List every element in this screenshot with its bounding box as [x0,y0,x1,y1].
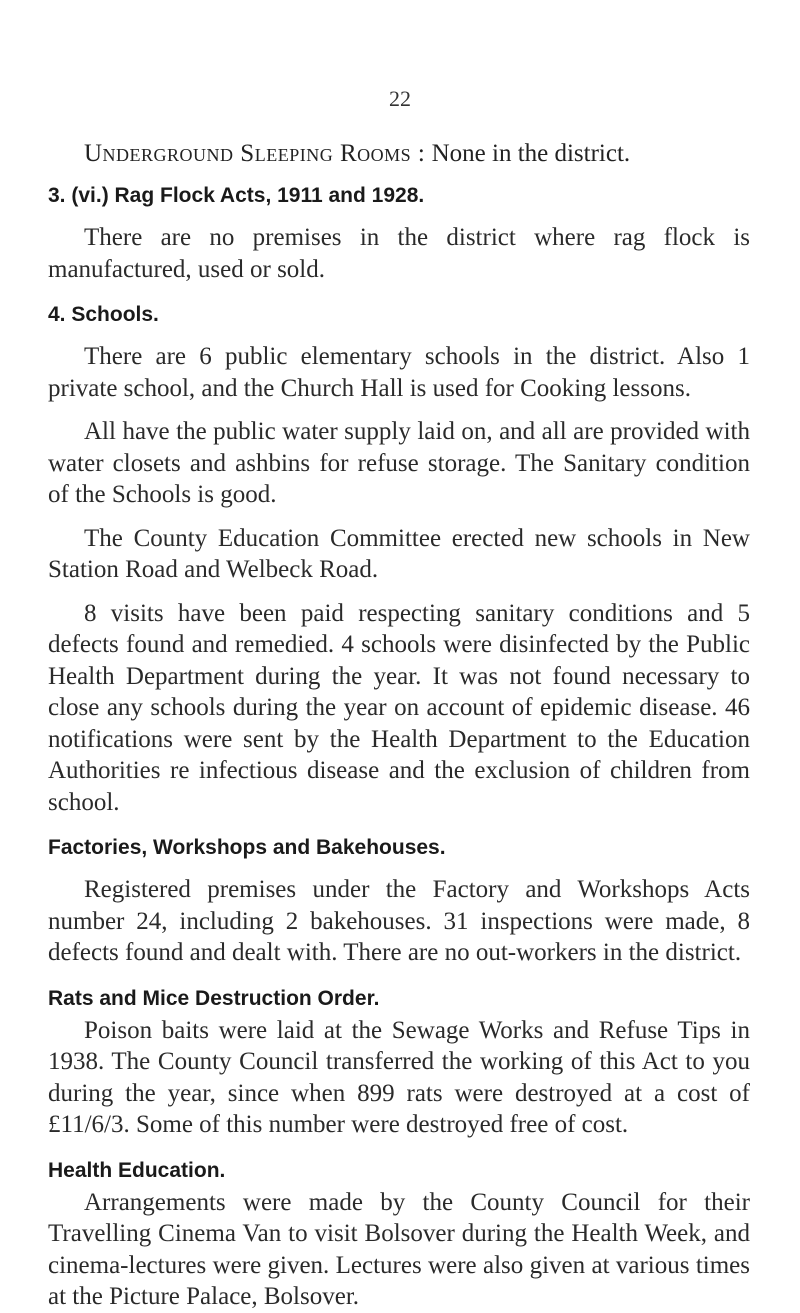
health-education-paragraph: Arrangements were made by the County Council for their Travelling Cinema Van to visit Bolsover during the Health Week, and cinema-lectures were given. Lectures were also given at various times at the Picture Palace, Bolsover. [48,1188,750,1310]
factories-paragraph: Registered premises under the Factory and Workshops Acts number 24, including 2 bakehouses. 31 inspections were made, 8 defects found and dealt with. There are no out-workers in the district. [48,876,750,966]
schools-paragraph-4: 8 visits have been paid respecting sanitary conditions and 5 defects found and remedied. 4 schools were disinfected by the Public Health Department during the year. It was not found necessary to close any schools during the year on account of epidemic disease. 46 notifications were sent by the Health Department to the Education Authorities re infectious disease and the exclusion of children from school. [48,599,750,816]
underground-line [48,138,750,170]
document-body [48,138,750,1313]
schools-heading: 4. Schools. [48,303,159,326]
rats-heading: Rats and Mice Destruction Order. [48,986,380,1010]
schools-paragraph-2: All have the public water supply laid on, and all are provided with water closets and ashbins for refuse storage. The Sanitary condition of the Schools is good. [48,418,750,508]
schools-paragraph-1: There are 6 public elementary schools in the district. Also 1 private school, and the Church Hall is used for Cooking lessons. [48,343,750,402]
underground-label: Underground Sleeping Rooms : [84,140,426,167]
underground-text: None in the district. [431,140,631,167]
page-number: 22 [389,86,411,111]
rag-flock-paragraph: There are no premises in the district where rag flock is manufactured, used or sold. [48,224,750,283]
rag-flock-heading: 3. (vi.) Rag Flock Acts, 1911 and 1928. [48,184,425,207]
schools-paragraph-3: The County Education Committee erected new schools in New Station Road and Welbeck Road. [48,524,750,583]
factories-heading: Factories, Workshops and Bakehouses. [48,836,446,859]
rats-paragraph: Poison baits were laid at the Sewage Works and Refuse Tips in 1938. The County Council transferred the working of this Act to you during the year, since when 899 rats were destroyed at a cost of £11/6/3. Some of this number were destroyed free of cost. [48,1016,750,1138]
health-education-heading: Health Education. [48,1158,226,1182]
